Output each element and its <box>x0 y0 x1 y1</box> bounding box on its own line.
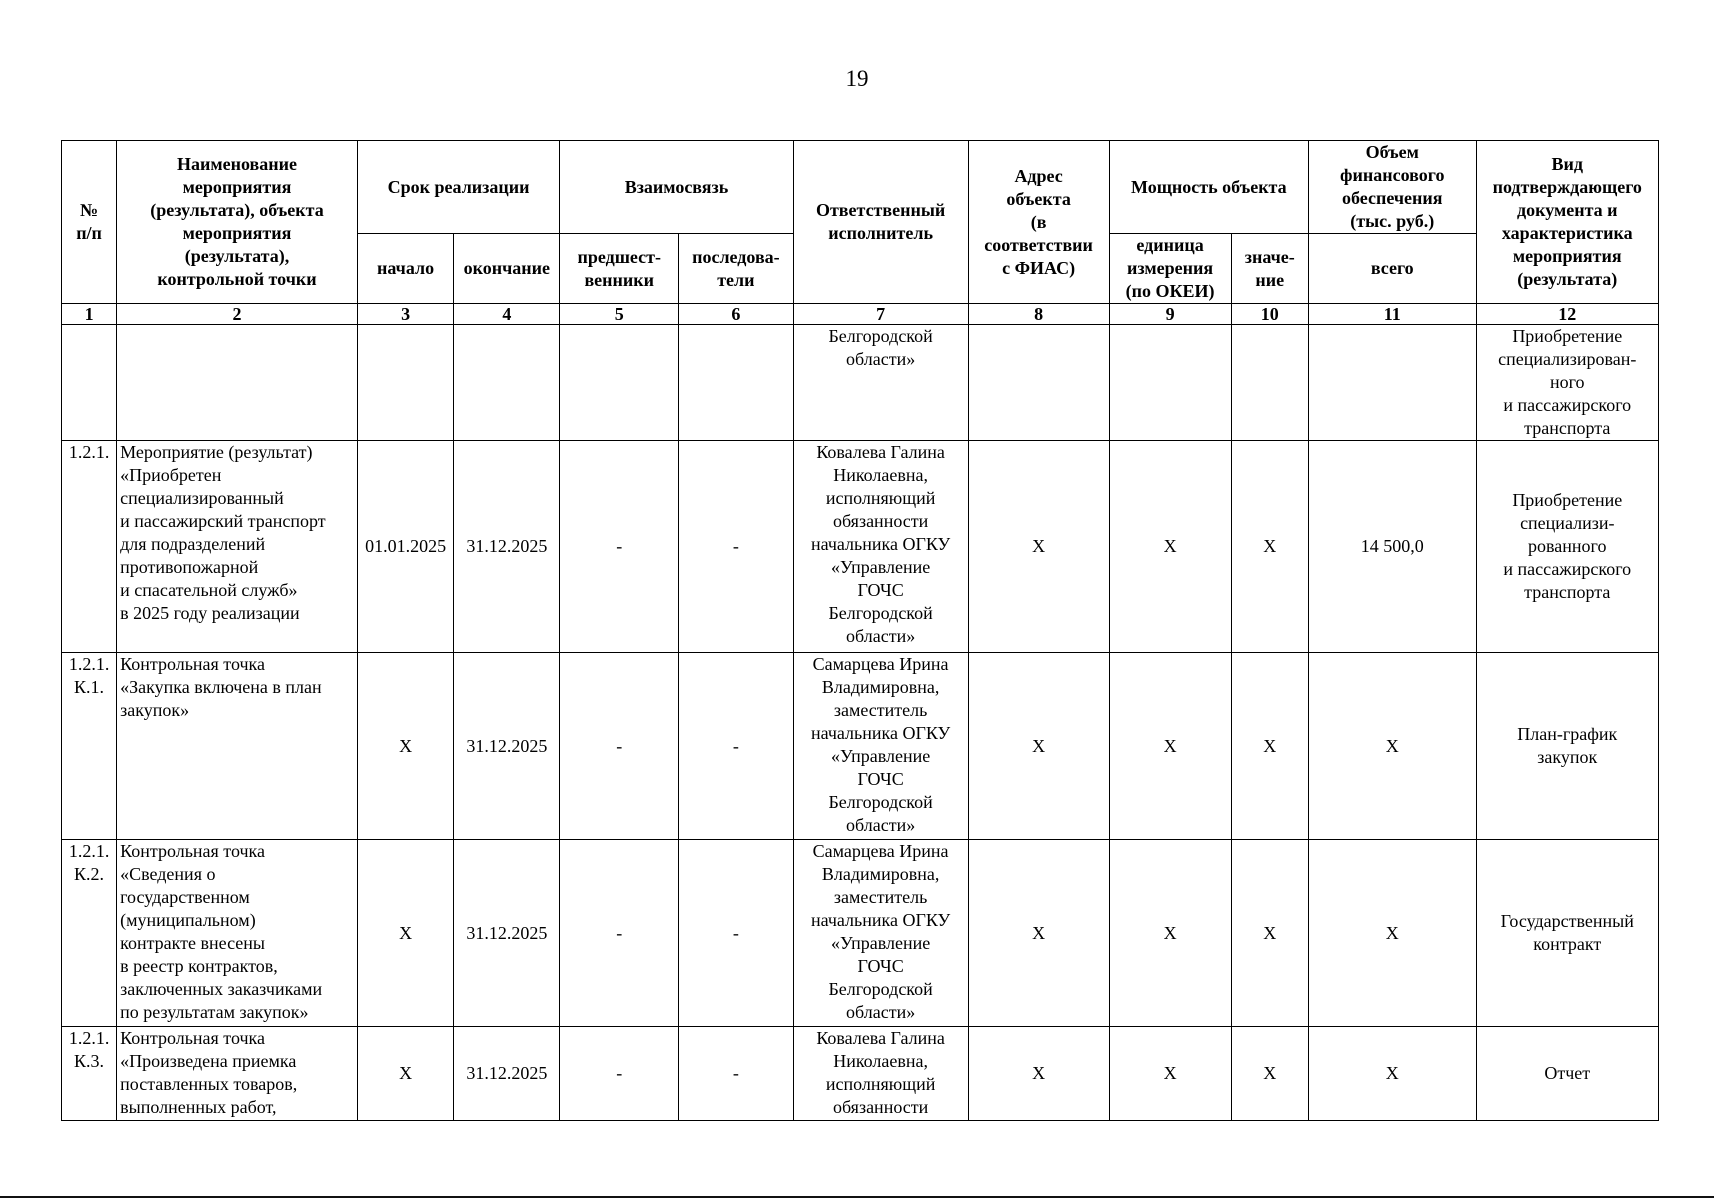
header-num: № п/п <box>62 141 117 304</box>
col-number: 9 <box>1109 304 1231 325</box>
row-end: 31.12.2025 <box>454 441 560 653</box>
row-value: Х <box>1231 441 1308 653</box>
row-responsible: Самарцева Ирина Владимировна, заместитель начальника ОГКУ «Управление ГОЧС Белгородской области» <box>793 840 968 1027</box>
row-address: Х <box>968 1027 1109 1121</box>
header-finance: Объем финансового обеспечения (тыс. руб.) <box>1308 141 1476 234</box>
table-header <box>62 141 1659 325</box>
row-end: 31.12.2025 <box>454 653 560 840</box>
row-start: Х <box>357 1027 453 1121</box>
row-prev: - <box>560 1027 679 1121</box>
row-unit: Х <box>1109 653 1231 840</box>
row-prev: - <box>560 840 679 1027</box>
row-unit: Х <box>1109 1027 1231 1121</box>
row-name: Мероприятие (результат) «Приобретен специализированный и пассажирский транспорт для подразделений противопожарной и спасательной служб» в 2025 году реализации <box>117 441 358 653</box>
row-value <box>1231 325 1308 441</box>
page-number: 19 <box>845 66 869 91</box>
row-next <box>679 325 794 441</box>
row-address: Х <box>968 441 1109 653</box>
row-total <box>1308 325 1476 441</box>
row-total: Х <box>1308 653 1476 840</box>
row-unit: Х <box>1109 840 1231 1027</box>
row-next: - <box>679 653 794 840</box>
activities-table <box>61 140 1659 1121</box>
row-address: Х <box>968 840 1109 1027</box>
row-start: 01.01.2025 <box>357 441 453 653</box>
table-row <box>62 653 1659 840</box>
row-total: Х <box>1308 840 1476 1027</box>
row-doc: Государственный контракт <box>1476 840 1658 1027</box>
row-end: 31.12.2025 <box>454 1027 560 1121</box>
header-link-prev: предшест- венники <box>560 234 679 304</box>
header-address: Адрес объекта (в соответствии с ФИАС) <box>968 141 1109 304</box>
row-value: Х <box>1231 653 1308 840</box>
row-start: Х <box>357 840 453 1027</box>
row-start: Х <box>357 653 453 840</box>
header-capacity-value: значе- ние <box>1231 234 1308 304</box>
row-value: Х <box>1231 840 1308 1027</box>
col-number: 6 <box>679 304 794 325</box>
row-responsible: Ковалева Галина Николаевна, исполняющий обязанности <box>793 1027 968 1121</box>
column-number-row <box>62 304 1659 325</box>
row-responsible: Самарцева Ирина Владимировна, заместитель начальника ОГКУ «Управление ГОЧС Белгородской области» <box>793 653 968 840</box>
header-term-start: начало <box>357 234 453 304</box>
col-number: 7 <box>793 304 968 325</box>
table-row <box>62 325 1659 441</box>
row-name: Контрольная точка «Закупка включена в план закупок» <box>117 653 358 840</box>
header-doc-type: Вид подтверждающего документа и характеристика мероприятия (результата) <box>1476 141 1658 304</box>
row-num: 1.2.1. К.2. <box>62 840 117 1027</box>
table-row <box>62 441 1659 653</box>
row-num: 1.2.1. <box>62 441 117 653</box>
row-num <box>62 325 117 441</box>
row-responsible: Ковалева Галина Николаевна, исполняющий обязанности начальника ОГКУ «Управление ГОЧС Белгородской области» <box>793 441 968 653</box>
table-body <box>62 325 1659 1121</box>
row-address <box>968 325 1109 441</box>
header-term-end: окончание <box>454 234 560 304</box>
col-number: 2 <box>117 304 358 325</box>
table-row <box>62 1027 1659 1121</box>
row-end <box>454 325 560 441</box>
row-unit: Х <box>1109 441 1231 653</box>
row-name: Контрольная точка «Сведения о государственном (муниципальном) контракте внесены в реестр контрактов, заключенных заказчиками по результатам закупок» <box>117 840 358 1027</box>
header-finance-total: всего <box>1308 234 1476 304</box>
row-num: 1.2.1. К.3. <box>62 1027 117 1121</box>
col-number: 10 <box>1231 304 1308 325</box>
col-number: 12 <box>1476 304 1658 325</box>
row-prev <box>560 325 679 441</box>
header-capacity: Мощность объекта <box>1109 141 1308 234</box>
row-responsible: Белгородской области» <box>793 325 968 441</box>
header-capacity-unit: единица измерения (по ОКЕИ) <box>1109 234 1231 304</box>
row-total: 14 500,0 <box>1308 441 1476 653</box>
row-prev: - <box>560 653 679 840</box>
row-doc: Приобретение специализи- рованного и пассажирского транспорта <box>1476 441 1658 653</box>
row-unit <box>1109 325 1231 441</box>
row-name <box>117 325 358 441</box>
row-next: - <box>679 840 794 1027</box>
header-name: Наименование мероприятия (результата), объекта мероприятия (результата), контрольной точки <box>117 141 358 304</box>
row-prev: - <box>560 441 679 653</box>
row-next: - <box>679 441 794 653</box>
row-end: 31.12.2025 <box>454 840 560 1027</box>
row-name: Контрольная точка «Произведена приемка поставленных товаров, выполненных работ, <box>117 1027 358 1121</box>
row-total: Х <box>1308 1027 1476 1121</box>
row-address: Х <box>968 653 1109 840</box>
row-value: Х <box>1231 1027 1308 1121</box>
col-number: 5 <box>560 304 679 325</box>
row-start <box>357 325 453 441</box>
header-responsible: Ответственный исполнитель <box>793 141 968 304</box>
col-number: 3 <box>357 304 453 325</box>
scan-edge-line <box>0 1196 1714 1198</box>
row-doc: Приобретение специализирован- ного и пассажирского транспорта <box>1476 325 1658 441</box>
col-number: 8 <box>968 304 1109 325</box>
table-row <box>62 840 1659 1027</box>
header-link: Взаимосвязь <box>560 141 793 234</box>
col-number: 11 <box>1308 304 1476 325</box>
row-doc: Отчет <box>1476 1027 1658 1121</box>
col-number: 1 <box>62 304 117 325</box>
row-num: 1.2.1. К.1. <box>62 653 117 840</box>
row-next: - <box>679 1027 794 1121</box>
header-term: Срок реализации <box>357 141 560 234</box>
row-doc: План-график закупок <box>1476 653 1658 840</box>
header-link-next: последова- тели <box>679 234 794 304</box>
col-number: 4 <box>454 304 560 325</box>
